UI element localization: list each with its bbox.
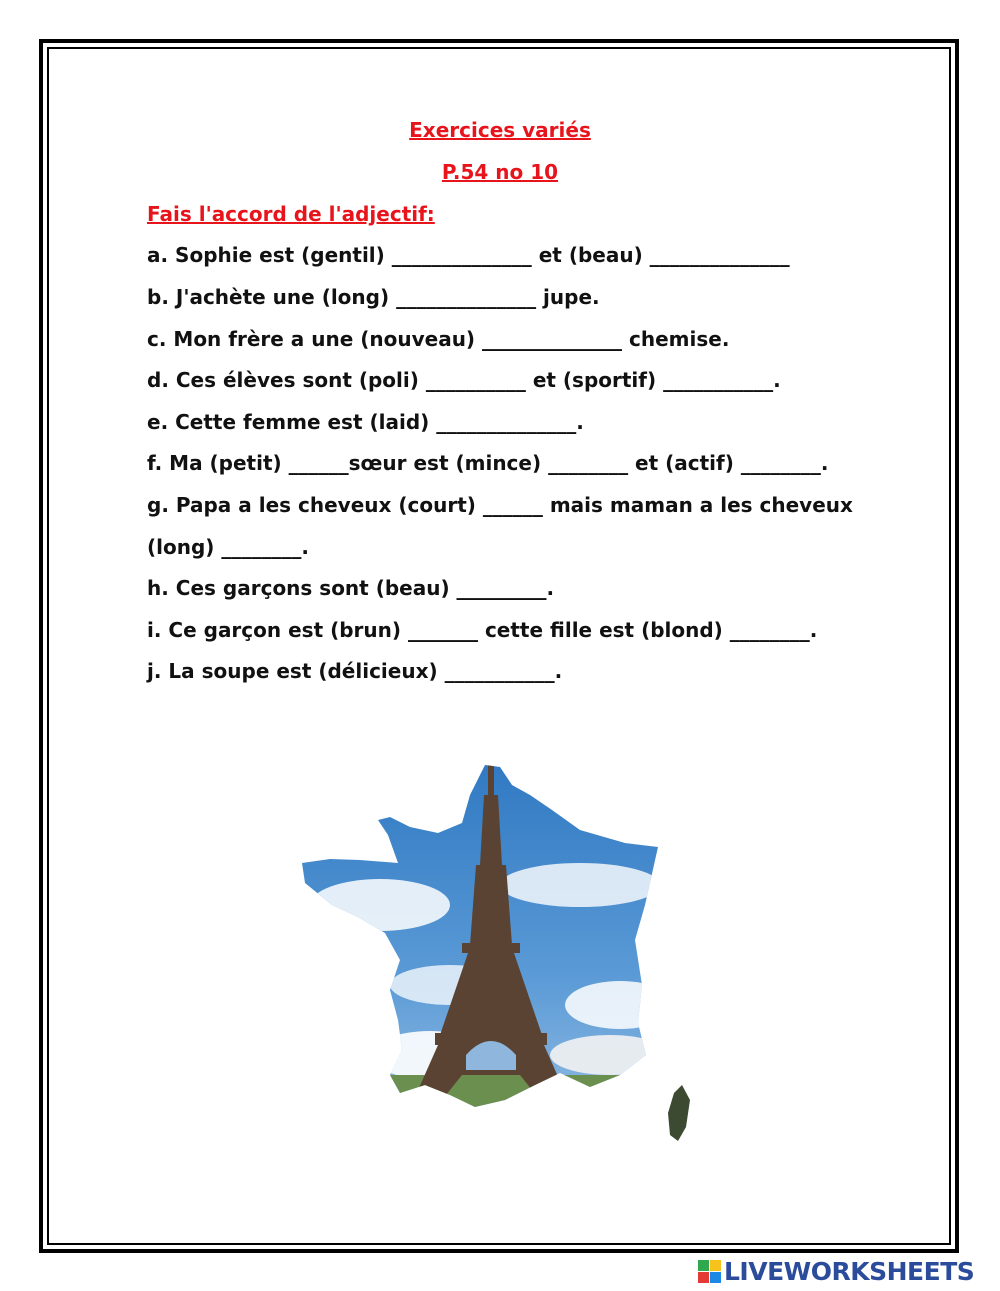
france-map-eiffel-tower-icon [290,755,710,1155]
exercise-line-f: f. Ma (petit) ______sœur est (mince) ________ et (actif) ________. [147,451,829,475]
brand-name: LIVEWORKSHEETS [724,1256,975,1286]
exercise-line-d: d. Ces élèves sont (poli) __________ et (sportif) ___________. [147,368,781,392]
exercise-line-h: h. Ces garçons sont (beau) _________. [147,576,555,600]
exercise-line-g: g. Papa a les cheveux (court) ______ mais maman a les cheveux [147,493,853,517]
page-reference: P.54 no 10 [441,160,559,184]
exercise-line-i: i. Ce garçon est (brun) _______ cette fille est (blond) ________. [147,618,818,642]
exercise-line-j: j. La soupe est (délicieux) ___________. [147,659,563,683]
exercise-line-e: e. Cette femme est (laid) ______________. [147,410,584,434]
exercise-line-c: c. Mon frère a une (nouveau) ______________ chemise. [147,327,730,351]
exercise-line-g-cont: (long) ________. [147,535,309,559]
liveworksheets-logo [698,1256,974,1286]
worksheet-title: Exercices variés [409,118,591,142]
exercise-line-a: a. Sophie est (gentil) ______________ et (beau) ______________ [147,243,790,267]
logo-squares-icon [698,1260,721,1283]
instruction: Fais l'accord de l'adjectif: [147,202,435,226]
exercise-line-b: b. J'achète une (long) ______________ jupe. [147,285,600,309]
